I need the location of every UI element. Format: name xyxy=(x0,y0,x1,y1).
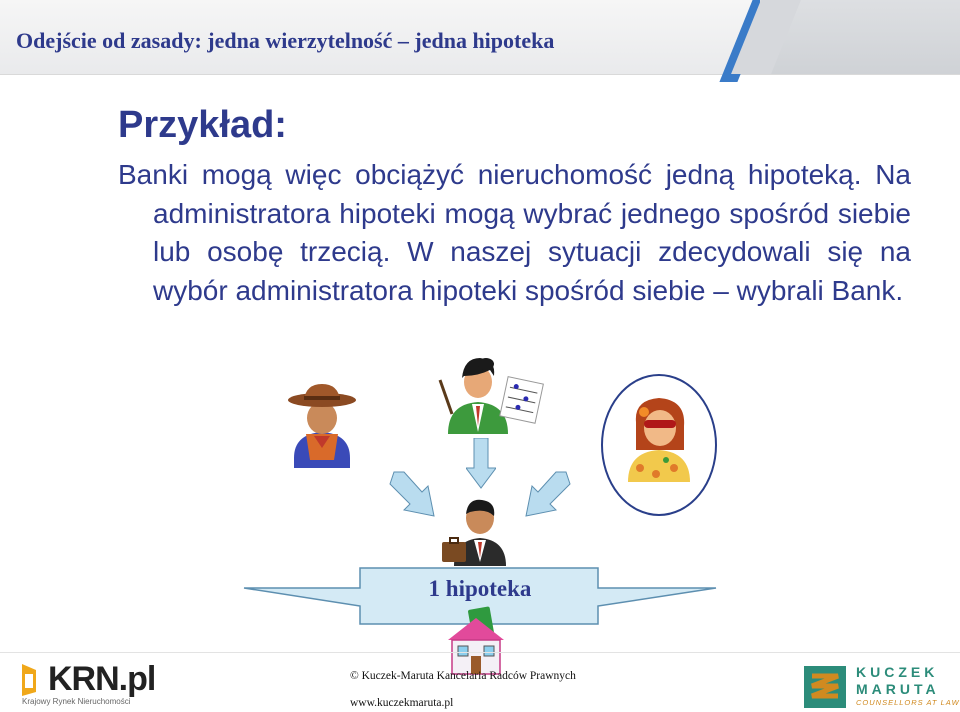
website-link[interactable]: www.kuczekmaruta.pl xyxy=(350,697,454,709)
krn-logo-text: KRN.pl xyxy=(48,660,156,698)
house-icon xyxy=(444,606,508,678)
cowboy-icon xyxy=(280,378,364,470)
footer-divider xyxy=(0,652,960,653)
businessman-icon xyxy=(440,490,512,566)
slide-header xyxy=(0,0,960,75)
krn-logo-subtitle: Krajowy Rynek Nieruchomości xyxy=(22,697,131,706)
km-logo-tagline: COUNSELLORS AT LAW xyxy=(856,698,960,707)
example-paragraph: Banki mogą więc obciążyć nieruchomość jedną hipoteką. Na administratora hipoteki mogą wybrać jednego spośród siebie lub osobę trzecią. W naszej sytuacji zdecydowali się na wybór administratora hipoteki spośród siebie – wybrali Bank. xyxy=(118,159,911,306)
header-decoration xyxy=(760,0,960,74)
example-heading: Przykład: xyxy=(118,104,287,146)
woman-icon xyxy=(598,372,720,518)
km-logo-line1: KUCZEK xyxy=(856,664,939,680)
arrow-down-right-icon xyxy=(388,470,438,520)
teacher-icon xyxy=(434,346,546,436)
arrow-down-left-icon xyxy=(522,470,572,520)
copyright-text: © Kuczek-Maruta Kancelaria Radców Prawnych xyxy=(350,670,576,682)
banner-label: 1 hipoteka xyxy=(428,576,532,601)
km-logo-line2: MARUTA xyxy=(856,681,940,697)
slide-title: Odejście od zasady: jedna wierzytelność – jedna hipoteka xyxy=(16,28,555,53)
arrow-down-icon xyxy=(466,438,496,490)
paragraph-overlap-mask xyxy=(390,310,590,346)
